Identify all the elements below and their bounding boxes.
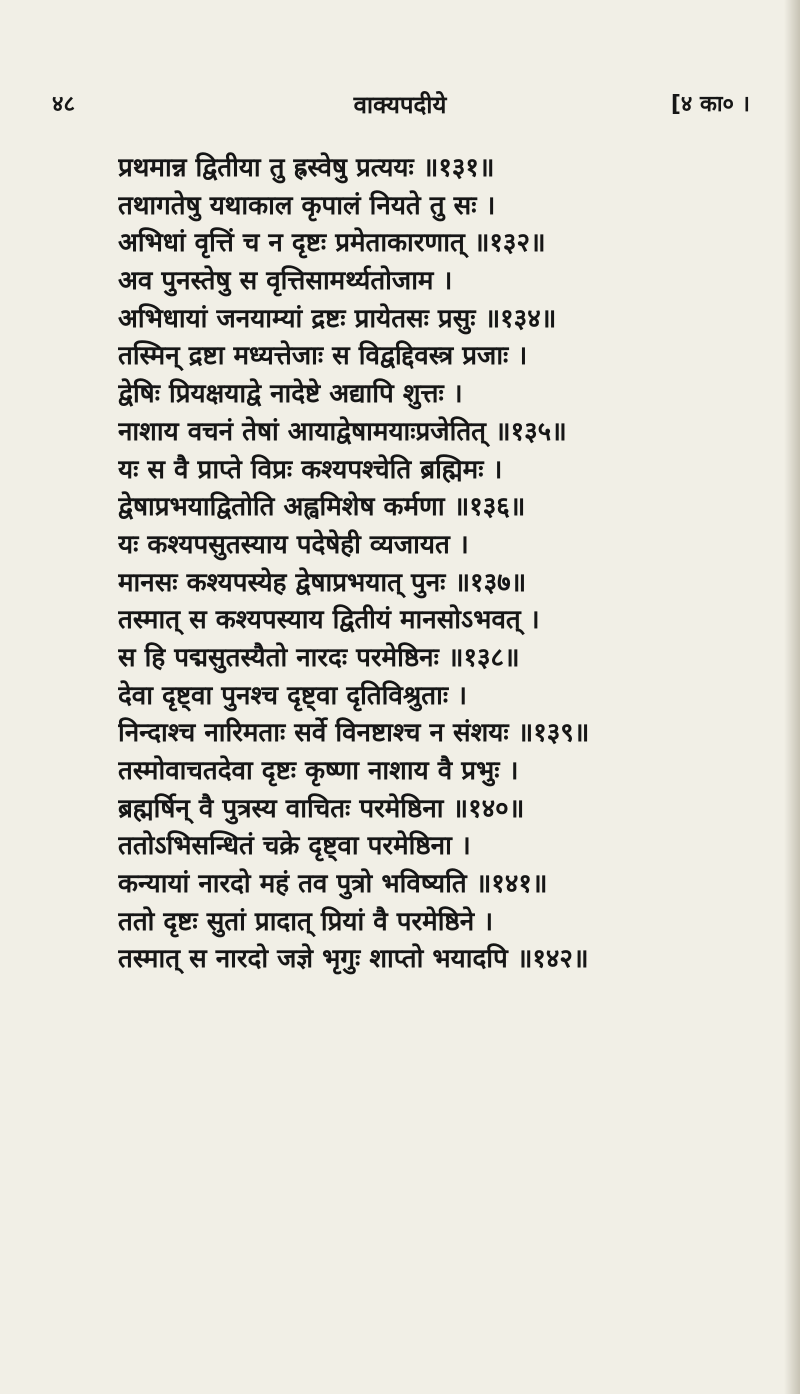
page-number: ४८ bbox=[52, 92, 75, 117]
verse-line: यः कश्यपसुतस्याय पदेषेही व्यजायत । bbox=[118, 529, 469, 560]
verse-line: द्वेषाप्रभयाद्वितोति अह्वमिशेष कर्मणा ॥१३६॥ bbox=[118, 492, 526, 523]
verse-line: ब्रह्मर्षिन् वै पुत्रस्य वाचितः परमेष्ठिना ॥१४०॥ bbox=[118, 793, 525, 824]
page-edge-shadow bbox=[784, 0, 800, 1394]
verse-line: ततो दृष्टः सुतां प्रादात् प्रियां वै परमेष्ठिने । bbox=[118, 906, 494, 937]
verse-line: नाशाय वचनं तेषां आयाद्वेषामयाःप्रजेतित् ॥१३५॥ bbox=[118, 416, 567, 447]
verse-line: अभिधां वृत्तिं च न दृष्टः प्रमेताकारणात् ॥१३२॥ bbox=[118, 228, 546, 259]
verse-line: स हि पद्मसुतस्यैतो नारदः परमेष्ठिनः ॥१३८॥ bbox=[118, 642, 520, 673]
verse-line: तस्मात् स कश्यपस्याय द्वितीयं मानसोऽभवत् । bbox=[118, 605, 540, 636]
verse-line: द्वेषिः प्रियक्षयाद्वे नादेष्टे अद्यापि शुत्तः । bbox=[118, 379, 463, 410]
verse-line: कन्यायां नारदो महं तव पुत्रो भविष्यति ॥१४१॥ bbox=[118, 869, 548, 900]
verse-line: प्रथमान्न द्वितीया तु ह्रस्वेषु प्रत्ययः ॥१३१॥ bbox=[118, 153, 495, 183]
verse-line: मानसः कश्यपस्येह द्वेषाप्रभयात् पुनः ॥१३७॥ bbox=[118, 567, 527, 598]
verse-line: तथागतेषु यथाकाल कृपालं नियते तु सः । bbox=[118, 190, 496, 221]
verse-line: यः स वै प्राप्ते विप्रः कश्यपश्चेति ब्रह्मिमः । bbox=[118, 454, 503, 485]
verse-line: तस्मोवाचतदेवा दृष्टः कृष्णा नाशाय वै प्रभुः । bbox=[118, 756, 519, 786]
verse-line: अव पुनस्तेषु स वृत्तिसामर्थ्यतोजाम । bbox=[118, 266, 453, 297]
page-header bbox=[0, 88, 800, 132]
verse-line: तस्मिन् द्रष्टा मध्यत्तेजाः स विद्वद्दिवस्त्र प्रजाः । bbox=[118, 341, 528, 372]
verse-line: तस्मात् स नारदो जज्ञे भृगुः शाप्तो भयादपि ॥१४२॥ bbox=[118, 944, 589, 975]
chapter-reference: [४ का० । bbox=[670, 92, 750, 117]
verse-line: निन्दाश्च नारिमताः सर्वे विनष्टाश्च न संशयः ॥१३९॥ bbox=[118, 718, 590, 749]
verse-line: ततोऽभिसन्धितं चक्रे दृष्ट्वा परमेष्ठिना । bbox=[118, 831, 471, 862]
verse-text-block bbox=[118, 150, 778, 979]
verse-line: देवा दृष्ट्वा पुनश्च दृष्ट्वा दृतिविश्रुताः । bbox=[118, 680, 467, 711]
running-title: वाक्यपदीये bbox=[353, 91, 447, 119]
verse-line: अभिधायां जनयाम्यां द्रष्टः प्रायेतसः प्रसुः ॥१३४॥ bbox=[118, 303, 557, 334]
